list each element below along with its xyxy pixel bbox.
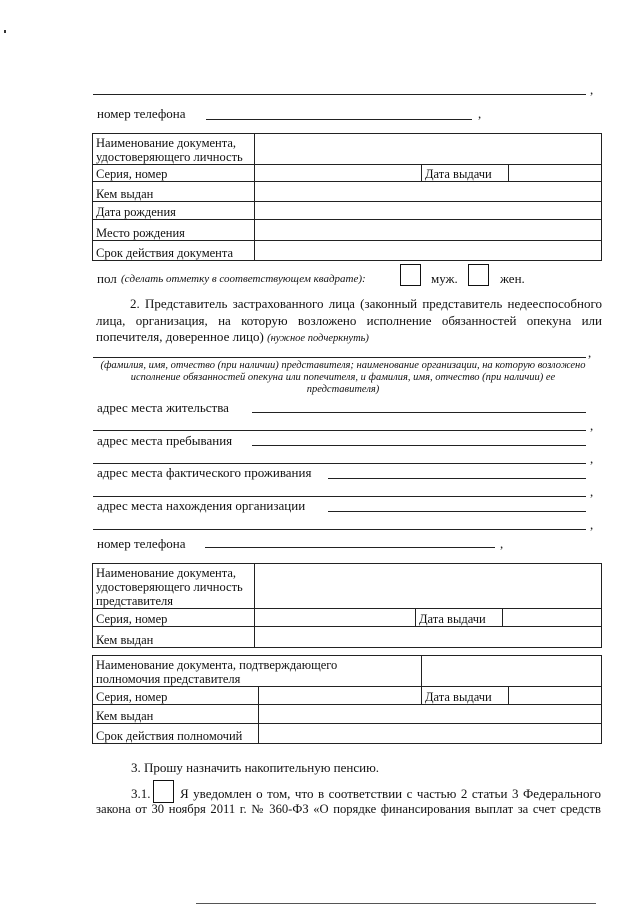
birth-place-field[interactable] bbox=[255, 220, 602, 241]
comma: , bbox=[478, 106, 482, 121]
section2-intro: 2. Представитель застрахованного лица (законный представитель недееспособного лица, организация, на которую возложено исполнение обязанностей опекуна или попечителя, доверенное лицо) (нужное подчеркнуть) bbox=[96, 296, 602, 344]
rep-series-label: Серия, номер bbox=[93, 609, 255, 627]
address-stay-input-2[interactable] bbox=[93, 463, 586, 464]
address-stay-label: адрес места пребывания bbox=[97, 433, 233, 448]
comma: , bbox=[590, 418, 594, 433]
section3-1-checkbox[interactable] bbox=[153, 780, 174, 803]
address-residence-label: адрес места жительства bbox=[97, 400, 229, 415]
representative-phone-label: номер телефона bbox=[97, 536, 186, 551]
auth-issued-by-label: Кем выдан bbox=[93, 705, 259, 724]
male-checkbox[interactable] bbox=[400, 264, 421, 286]
document-name-label: Наименование документа, удостоверяющего личность bbox=[93, 134, 255, 165]
issued-by-field[interactable] bbox=[255, 182, 602, 202]
identity-document-table bbox=[92, 133, 602, 261]
auth-validity-field[interactable] bbox=[259, 724, 602, 744]
rep-issue-date-field[interactable] bbox=[503, 609, 602, 627]
birth-date-field[interactable] bbox=[255, 202, 602, 220]
phone-input[interactable] bbox=[206, 119, 472, 120]
rep-document-name-field[interactable] bbox=[255, 564, 602, 609]
auth-series-label: Серия, номер bbox=[93, 687, 259, 705]
gender-hint: (сделать отметку в соответствующем квадрате): bbox=[121, 273, 366, 285]
bottom-scan-line bbox=[196, 903, 596, 904]
address-line-top[interactable] bbox=[93, 94, 586, 95]
male-label: муж. bbox=[431, 271, 458, 286]
address-stay-input[interactable] bbox=[252, 445, 586, 446]
phone-label: номер телефона bbox=[97, 106, 186, 121]
comma: , bbox=[590, 517, 594, 532]
address-actual-label: адрес места фактического проживания bbox=[97, 465, 312, 480]
representative-name-input[interactable] bbox=[93, 357, 586, 358]
comma: , bbox=[588, 345, 592, 360]
representative-id-table bbox=[92, 563, 602, 648]
address-actual-input[interactable] bbox=[328, 478, 586, 479]
document-name-field[interactable] bbox=[255, 134, 602, 165]
issue-date-label: Дата выдачи bbox=[422, 165, 509, 182]
representative-phone-input[interactable] bbox=[205, 547, 495, 548]
section3-text: 3. Прошу назначить накопительную пенсию. bbox=[131, 760, 380, 775]
section3-1-number: 3.1. bbox=[131, 786, 151, 801]
address-residence-input-2[interactable] bbox=[93, 430, 586, 431]
auth-issue-date-label: Дата выдачи bbox=[422, 687, 509, 705]
auth-document-name-label: Наименование документа, подтверждающего полномочия представителя bbox=[93, 656, 422, 687]
rep-issued-by-field[interactable] bbox=[255, 627, 602, 648]
representative-name-hint: (фамилия, имя, отчество (при наличии) представителя; наименование организации, на которую возложено исполнение обязанностей опекуна или попечителя, и фамилия, имя, отчество (при наличии) ее представителя) bbox=[100, 360, 586, 395]
address-actual-input-2[interactable] bbox=[93, 496, 586, 497]
section3-1-text-line2: закона от 30 ноября 2011 г. № 360-ФЗ «О порядке финансирования выплат за счет средств bbox=[96, 802, 601, 816]
issue-date-field[interactable] bbox=[509, 165, 602, 182]
comma: , bbox=[590, 484, 594, 499]
rep-series-field[interactable] bbox=[255, 609, 416, 627]
female-checkbox[interactable] bbox=[468, 264, 489, 286]
validity-label: Срок действия документа bbox=[93, 241, 255, 261]
validity-field[interactable] bbox=[255, 241, 602, 261]
auth-document-name-field[interactable] bbox=[422, 656, 602, 687]
rep-issue-date-label: Дата выдачи bbox=[416, 609, 503, 627]
auth-issue-date-field[interactable] bbox=[509, 687, 602, 705]
address-org-input-2[interactable] bbox=[93, 529, 586, 530]
rep-issued-by-label: Кем выдан bbox=[93, 627, 255, 648]
series-number-label: Серия, номер bbox=[93, 165, 255, 182]
address-org-input[interactable] bbox=[328, 511, 586, 512]
series-number-field[interactable] bbox=[255, 165, 422, 182]
intro-hint: (нужное подчеркнуть) bbox=[267, 333, 369, 344]
address-residence-input[interactable] bbox=[252, 412, 586, 413]
comma: , bbox=[590, 82, 594, 97]
auth-validity-label: Срок действия полномочий bbox=[93, 724, 259, 744]
issued-by-label: Кем выдан bbox=[93, 182, 255, 202]
comma: , bbox=[500, 536, 504, 551]
gender-label: пол bbox=[97, 271, 117, 286]
auth-issued-by-field[interactable] bbox=[259, 705, 602, 724]
birth-place-label: Место рождения bbox=[93, 220, 255, 241]
comma: , bbox=[590, 451, 594, 466]
auth-series-field[interactable] bbox=[259, 687, 422, 705]
address-org-label: адрес места нахождения организации bbox=[97, 498, 306, 513]
section3-1-text-line1: Я уведомлен о том, что в соответствии с частью 2 статьи 3 Федерального bbox=[180, 786, 601, 801]
margin-mark bbox=[4, 30, 6, 33]
female-label: жен. bbox=[500, 271, 525, 286]
birth-date-label: Дата рождения bbox=[93, 202, 255, 220]
authority-document-table bbox=[92, 655, 602, 744]
rep-document-name-label: Наименование документа, удостоверяющего личность представителя bbox=[93, 564, 255, 609]
